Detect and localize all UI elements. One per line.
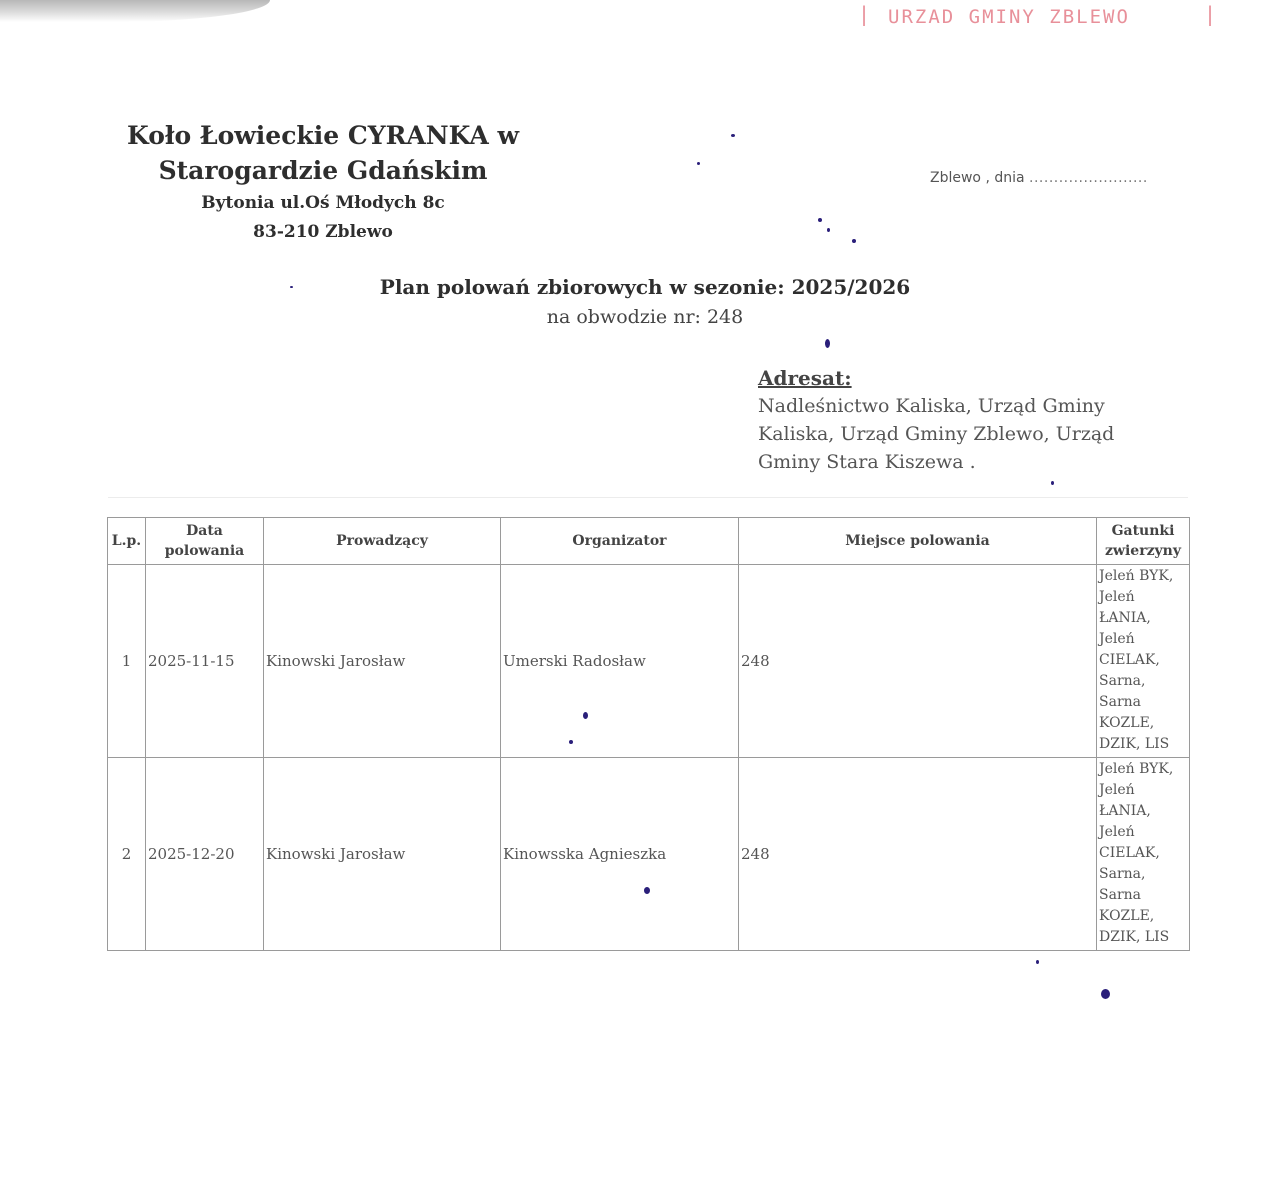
cell-date: 2025-11-15 [146,565,264,758]
table-row [108,565,1190,758]
header-date [146,518,264,565]
cell-species [1097,565,1190,758]
header-organizer: Organizator [501,518,739,565]
header-species [1097,518,1190,565]
place-date-line [930,170,1148,186]
org-name-line2: Starogardzie Gdańskim [158,156,488,185]
ink-speck [697,162,700,165]
species-item: Sarna, [1099,673,1146,689]
plan-subtitle: na obwodzie nr: 248 [546,306,744,328]
cell-organizer: Umerski Radosław [501,565,739,758]
ink-speck [1051,481,1054,485]
species-item: Jeleń [1099,589,1135,605]
scan-shadow [0,0,270,22]
species-item: Jeleń BYK, [1099,761,1174,777]
header-date-line2: polowania [164,543,245,559]
ink-speck [1036,960,1039,964]
table-header-row [108,518,1190,565]
cell-date: 2025-12-20 [146,758,264,951]
place-date-label: Zblewo , dnia [930,170,1025,186]
ink-speck [290,286,293,288]
hunt-plan-table [107,517,1190,951]
ink-speck [1101,989,1110,999]
header-lead: Prowadzący [264,518,501,565]
cell-species [1097,758,1190,951]
header-date-line1: Data [186,523,223,539]
addressee-line3: Gminy Stara Kiszewa . [758,451,976,473]
ink-speck [827,228,830,232]
addressee-label: Adresat: [758,366,852,390]
species-item: Sarna [1099,694,1141,710]
ink-speck [731,134,735,137]
header-lp: L.p. [108,518,146,565]
cell-place: 248 [739,565,1097,758]
stamp-bar-right: | [1204,2,1219,26]
ink-speck [852,239,856,243]
ink-speck [818,218,822,222]
header-species-line1: Gatunki [1111,523,1175,539]
header-place: Miejsce polowania [739,518,1097,565]
table-row [108,758,1190,951]
species-item: Jeleń [1099,824,1135,840]
date-blank: ........................ [1029,170,1148,186]
cell-lp: 2 [108,758,146,951]
ink-speck [583,712,588,719]
stamp-text: URZAD GMINY ZBLEWO [888,6,1130,28]
cell-place: 248 [739,758,1097,951]
species-item: KOZLE, [1099,908,1155,924]
species-item: CIELAK, [1099,845,1160,861]
cell-lp: 1 [108,565,146,758]
plan-title: Plan polowań zbiorowych w sezonie: 2025/2026 [379,275,911,299]
species-item: Sarna [1099,887,1141,903]
ink-speck [825,339,830,348]
addressee-line1: Nadleśnictwo Kaliska, Urząd Gminy [758,395,1105,417]
office-stamp [858,2,1218,32]
addressee-line2: Kaliska, Urząd Gminy Zblewo, Urząd [758,423,1115,445]
species-item: Jeleń [1099,782,1135,798]
species-item: KOZLE, [1099,715,1155,731]
cell-lead: Kinowski Jarosław [264,565,501,758]
organization-header [118,118,528,246]
species-item: DZIK, LIS [1099,929,1170,945]
species-item: DZIK, LIS [1099,736,1170,752]
stamp-bar-left: | [858,2,873,26]
org-name-line1: Koło Łowieckie CYRANKA w [127,121,519,150]
org-address-line1: Bytonia ul.Oś Młodych 8c [201,193,445,213]
species-item: Sarna, [1099,866,1146,882]
cell-organizer: Kinowsska Agnieszka [501,758,739,951]
species-item: Jeleń [1099,631,1135,647]
species-item: ŁANIA, [1099,610,1151,626]
ink-speck [644,887,650,894]
species-item: Jeleń BYK, [1099,568,1174,584]
org-address-line2: 83-210 Zblewo [253,222,393,242]
divider [108,497,1188,498]
species-item: ŁANIA, [1099,803,1151,819]
header-species-line2: zwierzyny [1104,543,1181,559]
addressee-block [758,364,1178,476]
cell-lead: Kinowski Jarosław [264,758,501,951]
ink-speck [569,740,573,744]
species-item: CIELAK, [1099,652,1160,668]
